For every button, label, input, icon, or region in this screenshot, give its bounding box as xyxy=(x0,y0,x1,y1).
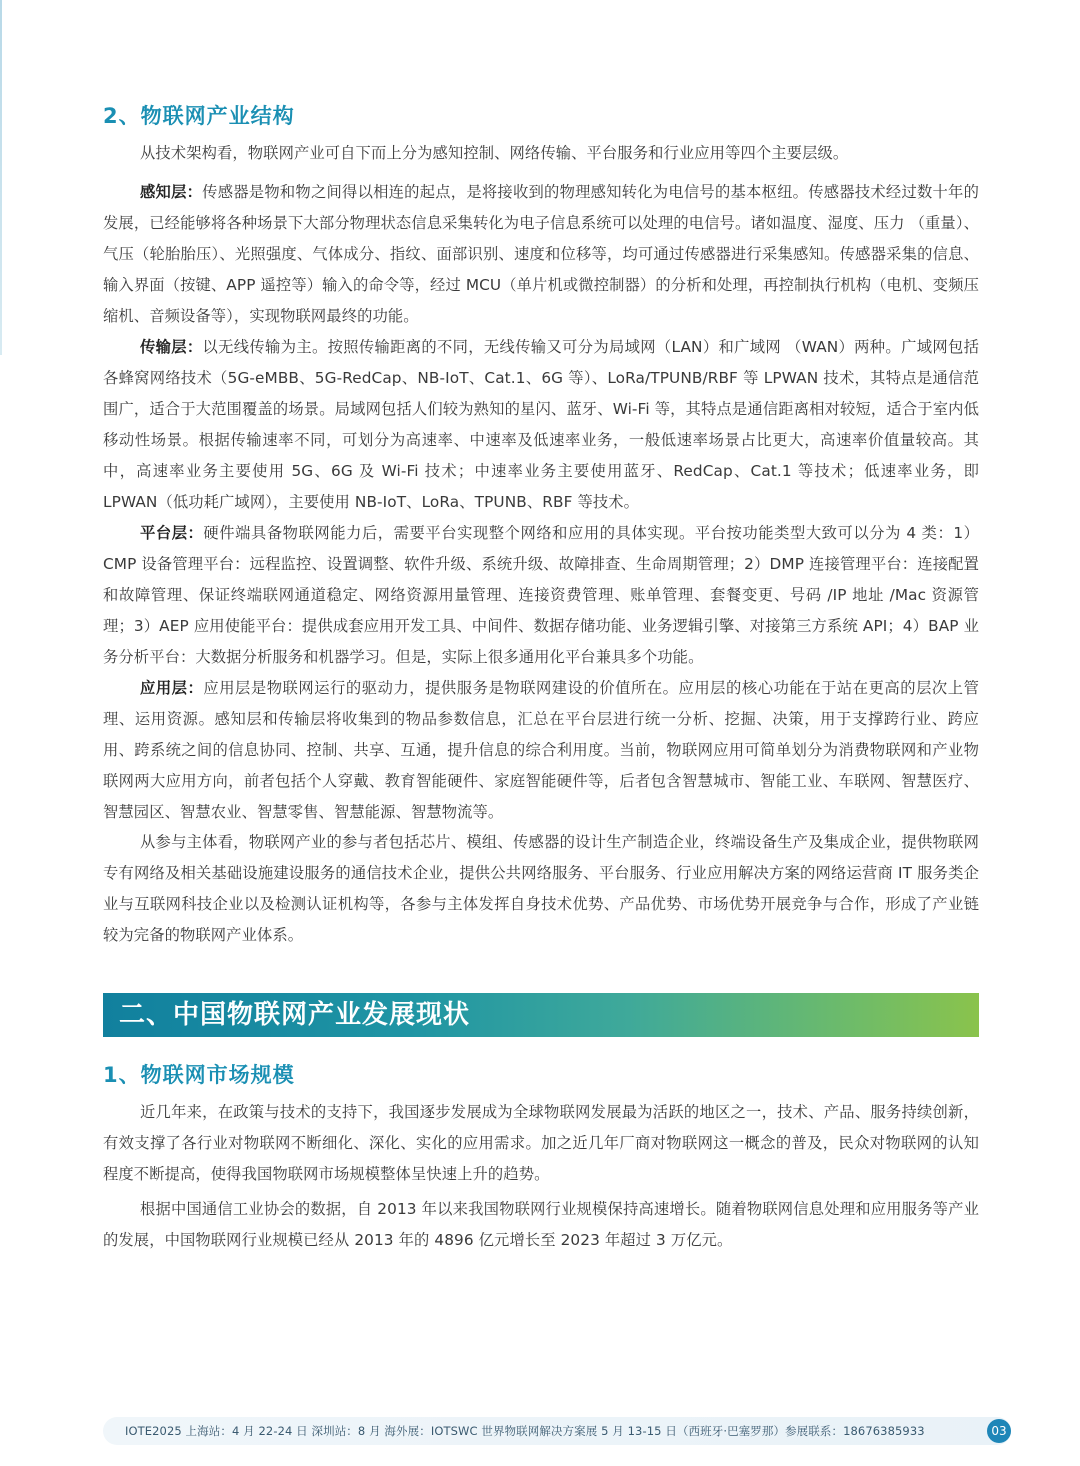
footer-bar xyxy=(103,1417,1011,1445)
transport-layer-text: 以无线传输为主。按照传输距离的不同，无线传输又可分为局域网（LAN）和广域网 （WAN）两种。广域网包括各蜂窝网络技术（5G-eMBB、5G-RedCap、NB-IoT、Cat.1、6G 等）、LoRa/TPUNB/RBF 等 LPWAN 技术，其特点是通信范围广，适合于大范围覆盖的场景。局域网包括人们较为熟知的星闪、蓝牙、Wi-Fi 等，其特点是通信距离相对较短，适合于室内低移动性场景。根据传输速率不同，可划分为高速率、中速率及低速率业务，一般低速率场景占比更大，高速率价值量较高。其中，高速率业务主要使用 5G、6G 及 Wi-Fi 技术；中速率业务主要使用蓝牙、RedCap、Cat.1 等技术；低速率业务，即 LPWAN（低功耗广域网），主要使用 NB-IoT、LoRa、TPUNB、RBF 等技术。 xyxy=(103,338,979,511)
transport-layer-label: 传输层： xyxy=(140,338,203,356)
intro-paragraph: 从技术架构看，物联网产业可自下而上分为感知控制、网络传输、平台服务和行业应用等四个主要层级。 xyxy=(140,144,849,162)
platform-layer-paragraph xyxy=(103,518,979,673)
application-layer-label: 应用层： xyxy=(140,679,204,697)
page-number-badge: 03 xyxy=(987,1419,1011,1443)
chapter-title: 二、中国物联网产业发展现状 xyxy=(119,1000,471,1030)
application-layer-text: 应用层是物联网运行的驱动力，提供服务是物联网建设的价值所在。应用层的核心功能在于站在更高的层次上管理、运用资源。感知层和传输层将收集到的物品参数信息，汇总在平台层进行统一分析、挖掘、决策，用于支撑跨行业、跨应用、跨系统之间的信息协同、控制、共享、互通，提升信息的综合利用度。当前，物联网应用可简单划分为消费物联网和产业物联网两大应用方向，前者包括个人穿戴、教育智能硬件、家庭智能硬件等，后者包含智慧城市、智能工业、车联网、智慧医疗、智慧园区、智慧农业、智慧零售、智慧能源、智慧物流等。 xyxy=(103,679,979,821)
section-heading-industry-structure: 2、物联网产业结构 xyxy=(103,104,295,128)
transport-layer-paragraph xyxy=(103,332,979,518)
chapter-banner xyxy=(103,993,979,1037)
section-heading-market-size: 1、物联网市场规模 xyxy=(103,1063,295,1087)
perception-layer-text: 传感器是物和物之间得以相连的起点，是将接收到的物理感知转化为电信号的基本枢纽。传感器技术经过数十年的发展，已经能够将各种场景下大部分物理状态信息采集转化为电子信息系统可以处理的电信号。诸如温度、湿度、压力 （重量）、气压（轮胎胎压）、光照强度、气体成分、指纹、面部识别、速度和位移等，均可通过传感器进行采集感知。传感器采集的信息、输入界面（按键、APP 遥控等）输入的命令等，经过 MCU（单片机或微控制器）的分析和处理，再控制执行机构（电机、变频压缩机、音频设备等），实现物联网最终的功能。 xyxy=(103,183,979,325)
participants-paragraph: 从参与主体看，物联网产业的参与者包括芯片、模组、传感器的设计生产制造企业，终端设备生产及集成企业，提供物联网专有网络及相关基础设施建设服务的通信技术企业，提供公共网络服务、平台服务、行业应用解决方案的网络运营商 IT 服务类企业与互联网科技企业以及检测认证机构等，各参与主体发挥自身技术优势、产品优势、市场优势开展竞争与合作，形成了产业链较为完备的物联网产业体系。 xyxy=(103,833,979,944)
application-layer-paragraph xyxy=(103,673,979,828)
market-paragraph-1: 近几年来，在政策与技术的支持下，我国逐步发展成为全球物联网发展最为活跃的地区之一，技术、产品、服务持续创新，有效支撑了各行业对物联网不断细化、深化、实化的应用需求。加之近几年厂商对物联网这一概念的普及，民众对物联网的认知程度不断提高，使得我国物联网市场规模整体呈快速上升的趋势。 xyxy=(103,1103,979,1183)
perception-layer-paragraph xyxy=(103,177,979,332)
footer-exhibition-info: IOTE2025 上海站：4 月 22-24 日 深圳站：8 月 海外展：IOTSWC 世界物联网解决方案展 5 月 13-15 日（西班牙·巴塞罗那）参展联系：18676385933 xyxy=(125,1424,925,1438)
page-edge-mark xyxy=(0,0,2,355)
perception-layer-label: 感知层： xyxy=(140,183,203,201)
platform-layer-label: 平台层： xyxy=(140,524,204,542)
market-paragraph-2: 根据中国通信工业协会的数据，自 2013 年以来我国物联网行业规模保持高速增长。随着物联网信息处理和应用服务等产业的发展，中国物联网行业规模已经从 2013 年的 4896 亿元增长至 2023 年超过 3 万亿元。 xyxy=(103,1200,979,1249)
platform-layer-text: 硬件端具备物联网能力后，需要平台实现整个网络和应用的具体实现。平台按功能类型大致可以分为 4 类：1）CMP 设备管理平台：远程监控、设置调整、软件升级、系统升级、故障排查、生命周期管理；2）DMP 连接管理平台：连接配置和故障管理、保证终端联网通道稳定、网络资源用量管理、连接资费管理、账单管理、套餐变更、号码 /IP 地址 /Mac 资源管理；3）AEP 应用使能平台：提供成套应用开发工具、中间件、数据存储功能、业务逻辑引擎、对接第三方系统 API；4）BAP 业务分析平台：大数据分析服务和机器学习。但是，实际上很多通用化平台兼具多个功能。 xyxy=(103,524,980,666)
